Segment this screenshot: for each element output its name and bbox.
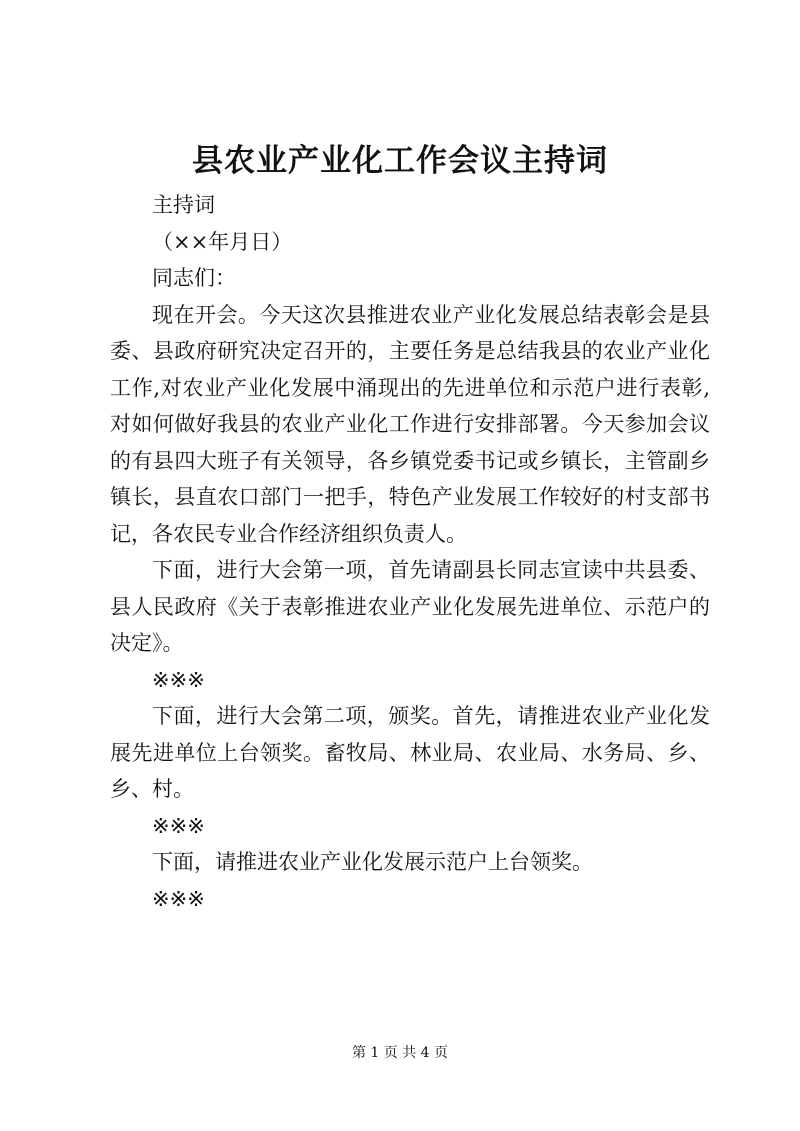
document-title: 县农业产业化工作会议主持词 bbox=[192, 143, 608, 179]
paragraph-salutation: 同志们： bbox=[152, 266, 236, 290]
paragraph-item-two: 下面，进行大会第二项，颁奖。首先，请推进农业产业化发展先进单位上台领奖。畜牧局、林业局、农业局、水务局、乡、乡、村。 bbox=[110, 704, 710, 801]
separator-mark: ※※※ bbox=[152, 886, 205, 911]
paragraph-opening: 现在开会。今天这次县推进农业产业化发展总结表彰会是县委、县政府研究决定召开的，主要任务是总结我县的农业产业化工作,对农业产业化发展中涌现出的先进单位和示范户进行表彰,对如何做好我县的农业产业化工作进行安排部署。今天参加会议的有县四大班子有关领导，各乡镇党委书记或乡镇长，主管副乡镇长，县直农口部门一把手，特色产业发展工作较好的村支部书记，各农民专业合作经济组织负责人。 bbox=[110, 302, 710, 546]
paragraph-award-households: 下面，请推进农业产业化发展示范户上台领奖。 bbox=[152, 850, 593, 874]
paragraph-label: 主持词 bbox=[152, 193, 215, 217]
separator-mark: ※※※ bbox=[152, 667, 205, 692]
paragraph-date: （××年月日） bbox=[152, 229, 293, 254]
document-body bbox=[110, 187, 710, 917]
paragraph-item-one: 下面，进行大会第一项，首先请副县长同志宣读中共县委、县人民政府《关于表彰推进农业产业化发展先进单位、示范户的决定》。 bbox=[110, 558, 710, 655]
page-number-footer: 第 1 页 共 4 页 bbox=[351, 1045, 449, 1061]
separator-mark: ※※※ bbox=[152, 813, 205, 838]
